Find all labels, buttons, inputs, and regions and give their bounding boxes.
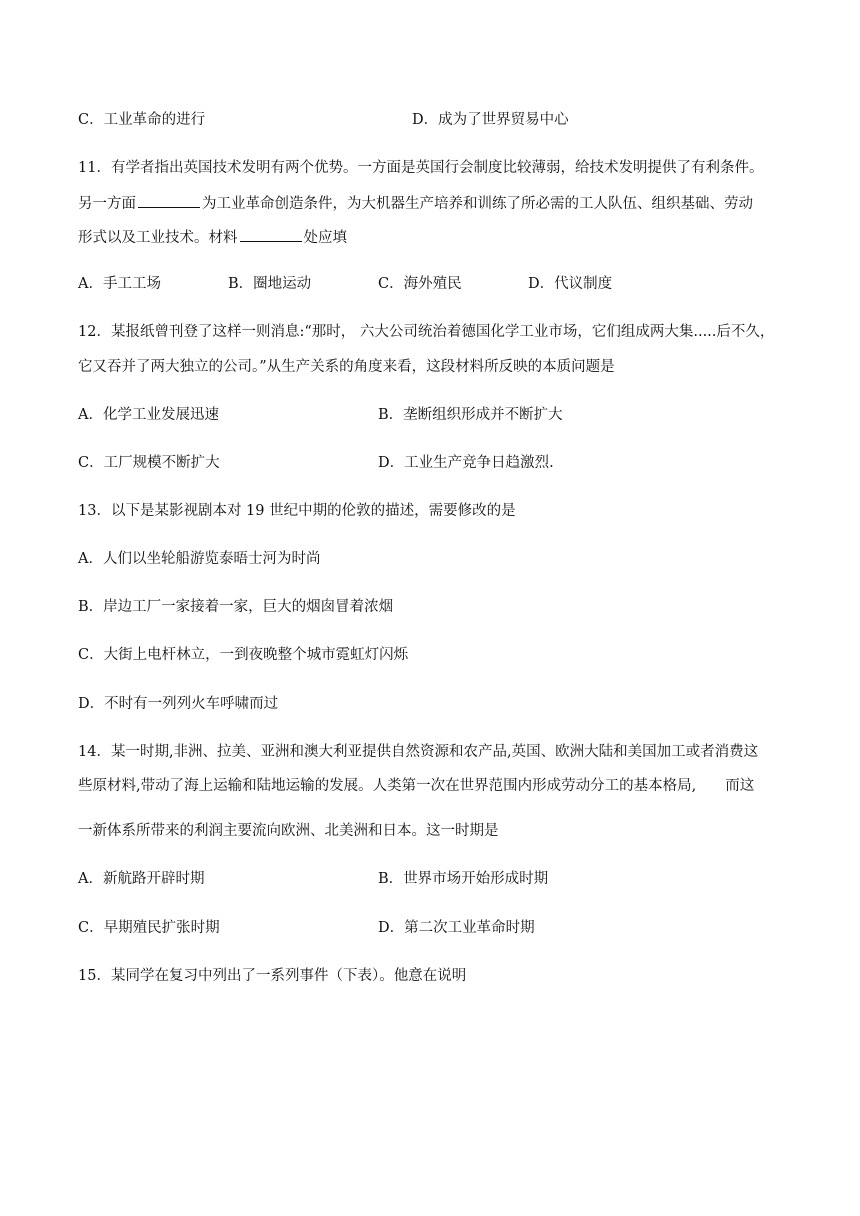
option-letter: D． xyxy=(78,696,105,712)
q12-option-c xyxy=(78,453,220,473)
q13-option-d xyxy=(78,694,278,714)
q11-option-b xyxy=(228,274,311,294)
option-letter: B． xyxy=(378,407,404,423)
q11-option-c xyxy=(378,274,462,294)
q15-stem-line-1: 15．某同学在复习中列出了一系列事件（下表）。他意在说明 xyxy=(78,968,467,984)
option-letter: A． xyxy=(78,871,103,887)
option-text: 人们以坐轮船游览泰晤士河为时尚 xyxy=(102,551,321,567)
q14-option-b xyxy=(378,869,548,889)
q11-stem-line-3 xyxy=(78,227,347,248)
option-text: 成为了世界贸易中心 xyxy=(438,112,569,128)
q11-stem-text: 形式以及工业技术。材料 xyxy=(78,230,238,246)
option-text: 化学工业发展迅速 xyxy=(102,407,219,423)
q12-stem-line-1: 12．某报纸曾刊登了这样一则消息:“那时， 六大公司统治着德国化学工业市场，它们组成两大集.....后不久， xyxy=(78,324,775,340)
q13-stem-line-1: 13．以下是某影视剧本对 19 世纪中期的伦敦的描述，需要修改的是 xyxy=(78,503,516,519)
option-letter: A． xyxy=(78,551,103,567)
option-letter: C． xyxy=(78,920,104,936)
option-letter: A． xyxy=(78,276,103,292)
q11-option-a xyxy=(78,274,161,294)
option-letter: A． xyxy=(78,407,103,423)
q11-stem-line-2 xyxy=(78,193,753,214)
option-text: 工厂规模不断扩大 xyxy=(103,455,220,471)
option-text: 大街上电杆林立，一到夜晚整个城市霓虹灯闪烁 xyxy=(103,647,409,663)
q14-option-d xyxy=(378,918,535,938)
option-text: 第二次工业革命时期 xyxy=(404,920,535,936)
q11-stem-text: 为工业革命创造条件，为大机器生产培养和训练了所必需的工人队伍、组织基础、劳动 xyxy=(202,196,753,212)
option-letter: B． xyxy=(78,599,104,615)
q12-option-d xyxy=(378,453,554,473)
option-text: 不时有一列列火车呼啸而过 xyxy=(104,696,279,712)
q11-option-d xyxy=(528,274,612,294)
option-letter: B． xyxy=(378,871,404,887)
q14-stem-line-2: 些原材料,带动了海上运输和陆地运输的发展。人类第一次在世界范围内形成劳动分工的基本格局, 而这 xyxy=(78,778,755,794)
fill-blank xyxy=(138,193,200,208)
option-letter: C． xyxy=(378,276,404,292)
option-letter: D． xyxy=(378,455,405,471)
option-text: 工业生产竞争日趋激烈. xyxy=(404,455,554,471)
option-letter: D． xyxy=(528,276,555,292)
fill-blank xyxy=(240,227,302,242)
q11-stem-text: 处应填 xyxy=(303,230,347,246)
q10-option-c xyxy=(78,110,205,130)
option-text: 海外殖民 xyxy=(403,276,462,292)
option-letter: D． xyxy=(412,112,439,128)
q12-stem-line-2: 它又吞并了两大独立的公司。”从生产关系的角度来看，这段材料所反映的本质问题是 xyxy=(78,359,615,375)
option-text: 垄断组织形成并不断扩大 xyxy=(403,407,563,423)
q14-option-c xyxy=(78,918,220,938)
option-text: 新航路开辟时期 xyxy=(102,871,205,887)
option-letter: B． xyxy=(228,276,254,292)
option-text: 圈地运动 xyxy=(253,276,312,292)
option-text: 工业革命的进行 xyxy=(103,112,206,128)
option-letter: C． xyxy=(78,112,104,128)
q11-stem-line-1: 11．有学者指出英国技术发明有两个优势。一方面是英国行会制度比较薄弱，给技术发明提供了有利条件。 xyxy=(78,160,764,176)
option-text: 代议制度 xyxy=(554,276,613,292)
q12-option-b xyxy=(378,405,563,425)
option-letter: C． xyxy=(78,455,104,471)
option-letter: D． xyxy=(378,920,405,936)
option-text: 岸边工厂一家接着一家，巨大的烟囱冒着浓烟 xyxy=(103,599,394,615)
q13-option-c xyxy=(78,645,408,665)
q12-option-a xyxy=(78,405,219,425)
option-letter: C． xyxy=(78,647,104,663)
q11-stem-text: 另一方面 xyxy=(78,196,136,212)
q13-option-b xyxy=(78,597,393,617)
q14-stem-line-1: 14．某一时期,非洲、拉美、亚洲和澳大利亚提供自然资源和农产品,英国、欧洲大陆和美国加工或者消费这 xyxy=(78,744,759,760)
q13-option-a xyxy=(78,549,320,569)
q14-stem-line-3: 一新体系所带来的利润主要流向欧洲、北美洲和日本。这一时期是 xyxy=(78,823,499,839)
option-text: 世界市场开始形成时期 xyxy=(403,871,549,887)
option-text: 早期殖民扩张时期 xyxy=(103,920,220,936)
q10-option-d xyxy=(412,110,569,130)
option-text: 手工工场 xyxy=(102,276,161,292)
q14-option-a xyxy=(78,869,204,889)
